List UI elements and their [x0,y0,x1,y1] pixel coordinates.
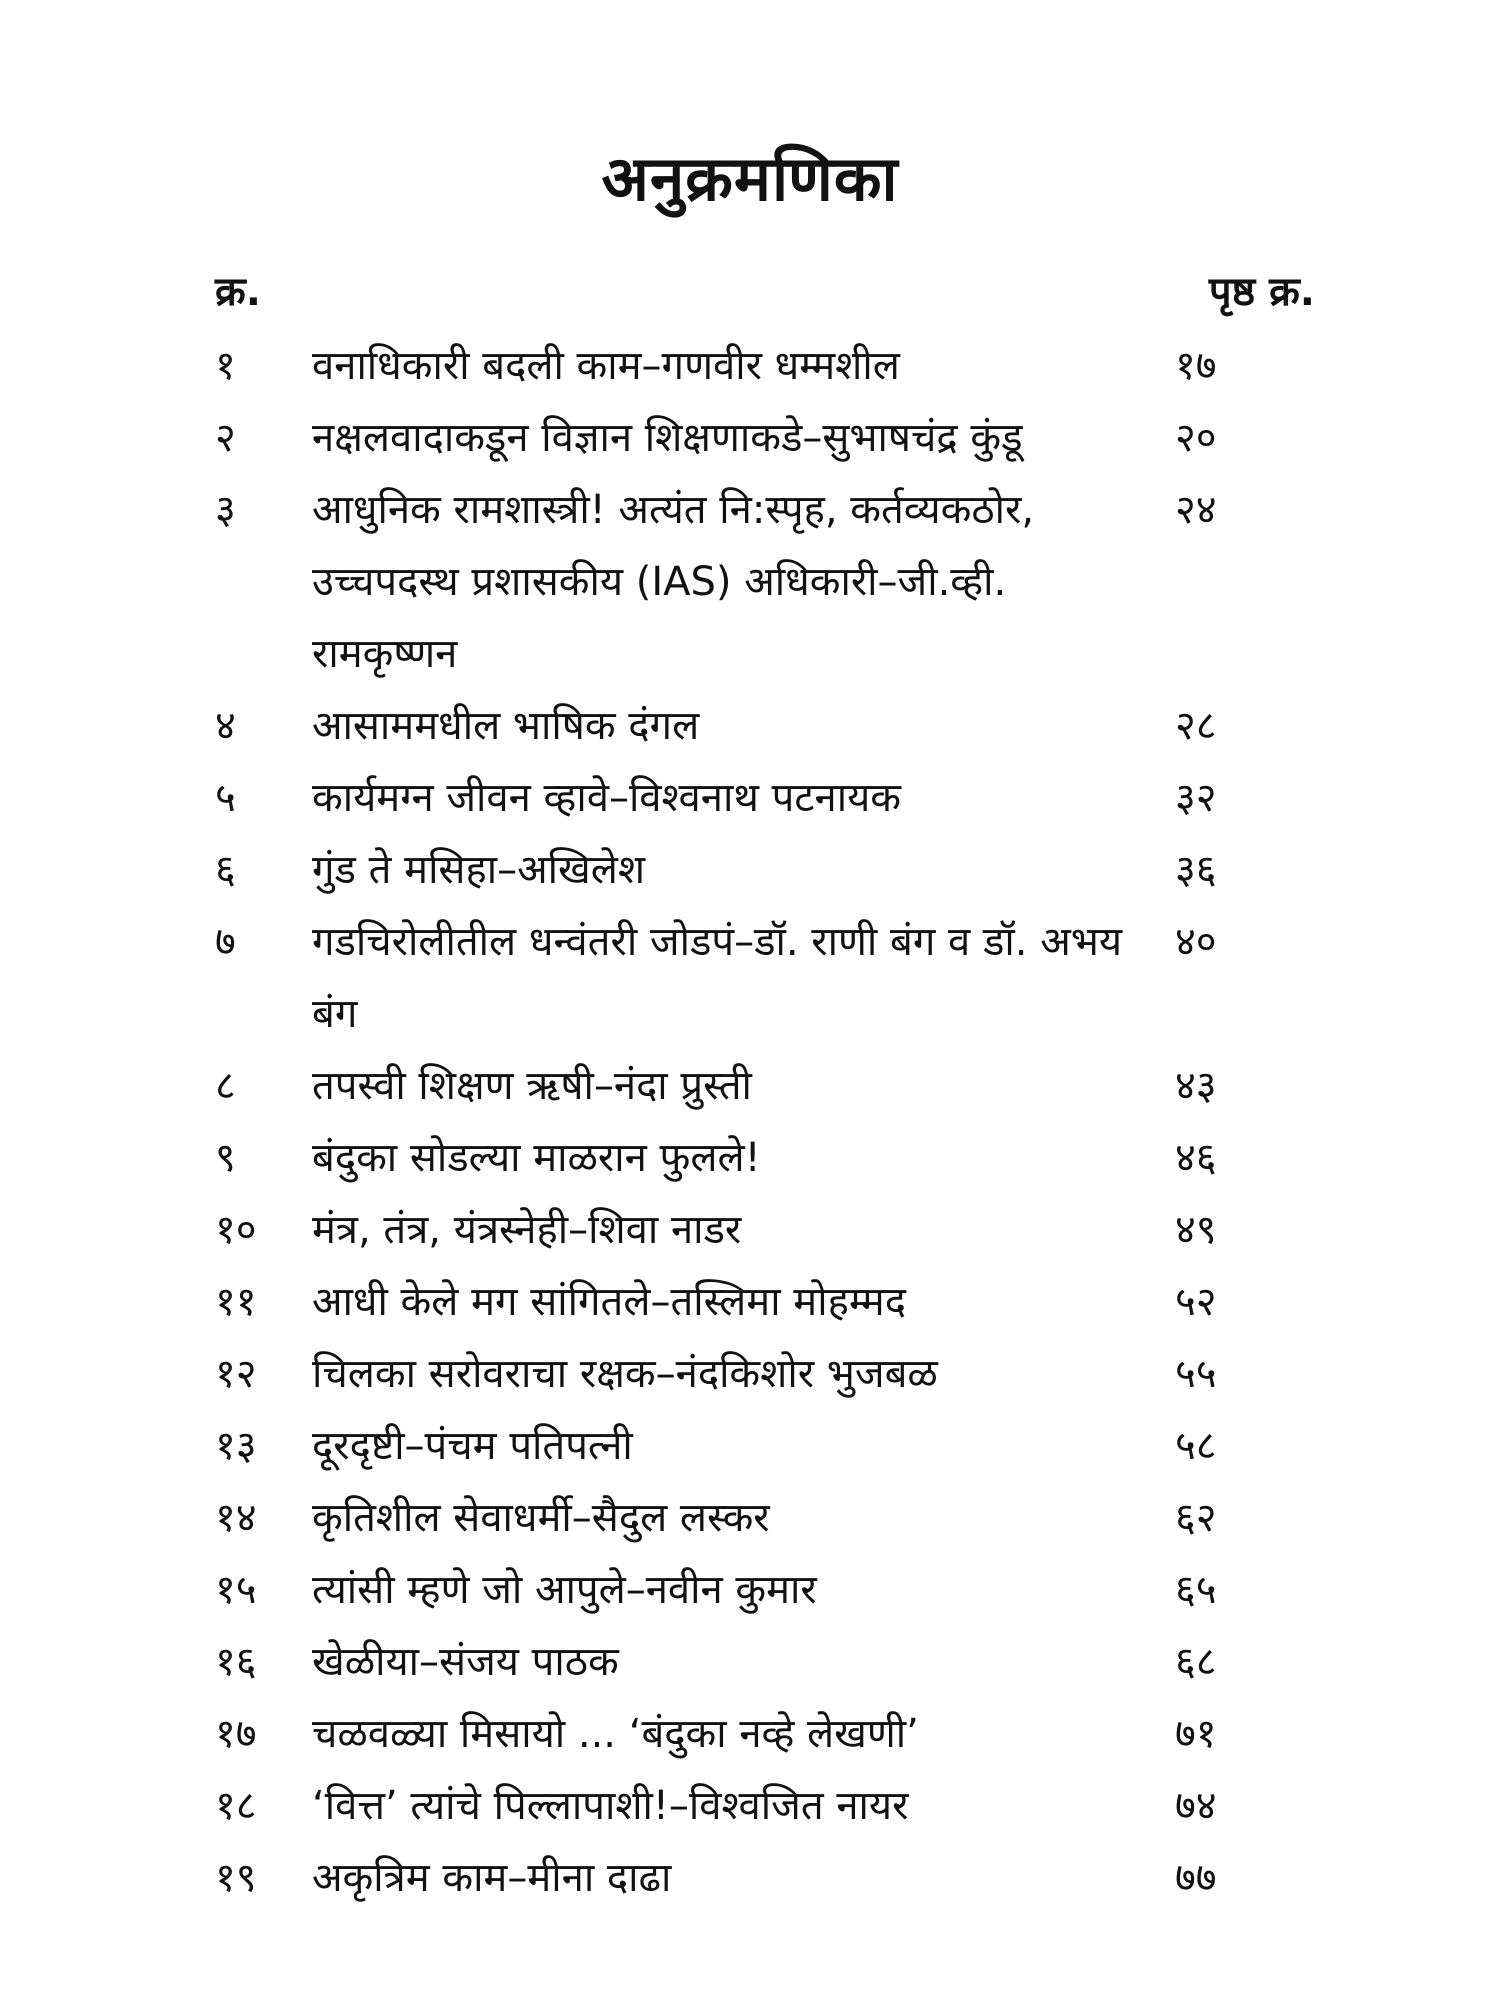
entry-title: कार्यमग्न जीवन व्हावे–विश्वनाथ पटनायक [312,775,901,821]
page-title: अनुक्रमणिका [601,142,899,215]
entry-page: २० [1175,415,1217,461]
entry-number: १५ [215,1567,257,1613]
entry-number: १० [215,1207,257,1253]
toc-entry [215,1770,1315,1842]
entry-number: १७ [215,1711,257,1757]
toc-entry [215,402,1315,474]
entry-page: ४६ [1175,1135,1217,1181]
entry-title: आधी केले मग सांगितले–तस्लिमा मोहम्मद [312,1279,906,1325]
toc-header [215,262,1315,322]
entry-number: ८ [215,1063,236,1109]
entry-page: ७७ [1175,1855,1217,1901]
entry-number: १४ [215,1495,257,1541]
entry-page: १७ [1175,343,1217,389]
toc-entry [215,690,1315,762]
entry-title: दूरदृष्टी–पंचम पतिपत्नी [312,1423,633,1469]
entry-title: वनाधिकारी बदली काम–गणवीर धम्मशील [312,343,900,389]
entry-title: चळवळ्या मिसायो ... ‘बंदुका नव्हे लेखणी’ [312,1711,919,1757]
entry-page: ५८ [1175,1423,1217,1469]
entry-number: ३ [215,487,236,533]
entry-number: ११ [215,1279,257,1325]
entry-number: ७ [215,919,236,965]
entry-number: ९ [215,1135,236,1181]
entry-number: १६ [215,1639,257,1685]
entry-page: ४० [1175,919,1217,965]
entry-page: ४९ [1175,1207,1217,1253]
entry-page: ६८ [1175,1639,1217,1685]
entry-page: ७१ [1175,1711,1217,1757]
toc-entry [215,1842,1315,1914]
entry-page: ७४ [1175,1783,1217,1829]
entry-page: ५५ [1175,1351,1217,1397]
toc-entry [215,1626,1315,1698]
entry-number: ४ [215,703,236,749]
entry-number: १८ [215,1783,257,1829]
entry-page: ४३ [1175,1063,1217,1109]
toc-entry [215,474,1315,690]
entry-title: तपस्वी शिक्षण ऋषी–नंदा प्रुस्ती [312,1063,752,1109]
number-column-header: क्र. [215,269,261,315]
entry-number: ५ [215,775,236,821]
entry-title: चिलका सरोवराचा रक्षक–नंदकिशोर भुजबळ [312,1351,938,1397]
entry-page: ५२ [1175,1279,1217,1325]
entry-number: १९ [215,1855,257,1901]
entry-title: नक्षलवादाकडून विज्ञान शिक्षणाकडे–सुभाषचंद्र कुंडू [312,415,1023,461]
entry-number: १ [215,343,236,389]
entry-title: त्यांसी म्हणे जो आपुले–नवीन कुमार [312,1567,817,1613]
entry-title: गडचिरोलीतील धन्वंतरी जोडपं–डॉ. राणी बंग व डॉ. अभय बंग [312,919,1123,1037]
entry-title: कृतिशील सेवाधर्मी–सैदुल लस्कर [312,1495,770,1541]
toc-list [215,330,1315,1914]
toc-entry [215,1698,1315,1770]
toc-entry [215,330,1315,402]
entry-page: २८ [1175,703,1217,749]
entry-page: २४ [1175,487,1217,533]
entry-page: ६५ [1175,1567,1217,1613]
entry-page: ३२ [1175,775,1217,821]
toc-entry [215,834,1315,906]
entry-title: खेळीया–संजय पाठक [312,1639,619,1685]
entry-page: ६२ [1175,1495,1217,1541]
entry-number: १३ [215,1423,257,1469]
toc-entry [215,1482,1315,1554]
toc-entry [215,1266,1315,1338]
entry-title: आधुनिक रामशास्त्री! अत्यंत नि:स्पृह, कर्तव्यकठोर, उच्चपदस्थ प्रशासकीय (IAS) अधिकारी–जी.व्ही. रामकृष्णन [312,487,1035,677]
entry-title: बंदुका सोडल्या माळरान फुलले! [312,1135,761,1181]
toc-entry [215,1554,1315,1626]
toc-entry [215,1338,1315,1410]
entry-number: २ [215,415,236,461]
toc-entry [215,1122,1315,1194]
toc-entry [215,906,1315,1050]
entry-title: मंत्र, तंत्र, यंत्रस्नेही–शिवा नाडर [312,1207,742,1253]
entry-title: ‘वित्त’ त्यांचे पिल्लापाशी!–विश्वजित नायर [312,1783,909,1829]
entry-number: ६ [215,847,236,893]
page-column-header: पृष्ठ क्र. [1208,269,1315,315]
toc-entry [215,1410,1315,1482]
toc-entry [215,1050,1315,1122]
entry-number: १२ [215,1351,257,1397]
toc-entry [215,1194,1315,1266]
entry-title: अकृत्रिम काम–मीना दाढा [312,1855,672,1901]
toc-entry [215,762,1315,834]
entry-title: गुंड ते मसिहा–अखिलेश [312,847,646,893]
entry-title: आसाममधील भाषिक दंगल [312,703,700,749]
entry-page: ३६ [1175,847,1217,893]
